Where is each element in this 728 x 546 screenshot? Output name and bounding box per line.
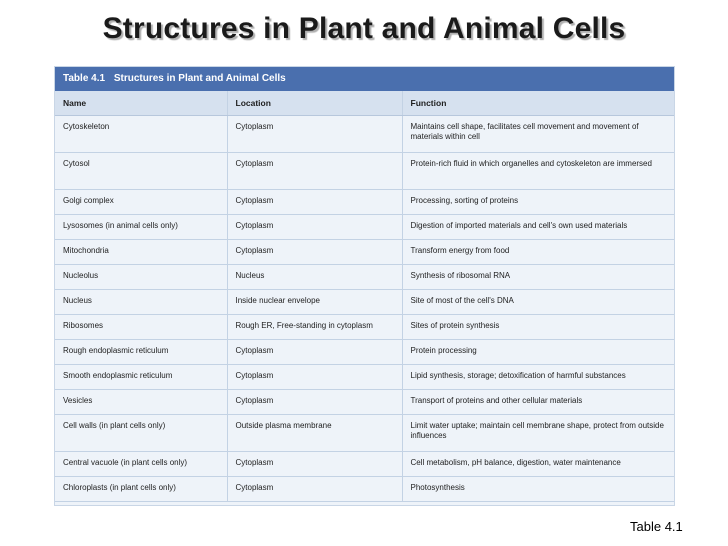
cell-function: Protein processing [402,340,674,365]
cell-function: Protein-rich fluid in which organelles and cytoskeleton are immersed [402,153,674,190]
cell-name: Cell walls (in plant cells only) [55,415,227,452]
cell-function: Site of most of the cell's DNA [402,290,674,315]
table-row [55,153,674,190]
header-location: Location [227,91,402,116]
cell-location: Cytoplasm [227,153,402,190]
cell-function: Photosynthesis [402,477,674,502]
table-header-row [55,91,674,116]
cell-function: Maintains cell shape, facilitates cell movement and movement of materials within cell [402,116,674,153]
table-row [55,240,674,265]
cell-function: Cell metabolism, pH balance, digestion, water maintenance [402,452,674,477]
slide-title: Structures in Plant and Animal Cells [102,12,626,45]
cell-location: Cytoplasm [227,390,402,415]
cell-location: Inside nuclear envelope [227,290,402,315]
cell-name: Mitochondria [55,240,227,265]
cell-function: Sites of protein synthesis [402,315,674,340]
cell-name: Smooth endoplasmic reticulum [55,365,227,390]
table-row [55,190,674,215]
table-row [55,365,674,390]
table-row [55,477,674,502]
cell-location: Outside plasma membrane [227,415,402,452]
table-row [55,290,674,315]
cell-name: Lysosomes (in animal cells only) [55,215,227,240]
cell-name: Ribosomes [55,315,227,340]
cell-location: Cytoplasm [227,240,402,265]
cell-location: Rough ER, Free-standing in cytoplasm [227,315,402,340]
cell-function: Transport of proteins and other cellular materials [402,390,674,415]
table-reference-label: Table 4.1 [630,519,683,534]
cell-location: Cytoplasm [227,190,402,215]
cell-location: Nucleus [227,265,402,290]
cell-name: Vesicles [55,390,227,415]
cell-function: Digestion of imported materials and cell's own used materials [402,215,674,240]
cell-location: Cytoplasm [227,452,402,477]
structures-table [55,91,674,502]
cell-name: Cytosol [55,153,227,190]
table-row [55,452,674,477]
cell-location: Cytoplasm [227,215,402,240]
cell-function: Processing, sorting of proteins [402,190,674,215]
table-row [55,215,674,240]
table-row [55,265,674,290]
header-function: Function [402,91,674,116]
cell-location: Cytoplasm [227,340,402,365]
table-caption-number: Table 4.1 [63,73,106,84]
cell-function: Limit water uptake; maintain cell membrane shape, protect from outside influences [402,415,674,452]
cell-location: Cytoplasm [227,477,402,502]
cell-name: Rough endoplasmic reticulum [55,340,227,365]
table-caption-title: Structures in Plant and Animal Cells [113,73,286,84]
cell-name: Chloroplasts (in plant cells only) [55,477,227,502]
cell-location: Cytoplasm [227,116,402,153]
cell-function: Lipid synthesis, storage; detoxification of harmful substances [402,365,674,390]
header-name: Name [55,91,227,116]
cell-name: Golgi complex [55,190,227,215]
cell-name: Central vacuole (in plant cells only) [55,452,227,477]
table-row [55,315,674,340]
cell-function: Synthesis of ribosomal RNA [402,265,674,290]
table-row [55,340,674,365]
table-row [55,390,674,415]
organelle-table [54,66,675,506]
cell-name: Cytoskeleton [55,116,227,153]
table-row [55,415,674,452]
cell-name: Nucleolus [55,265,227,290]
cell-location: Cytoplasm [227,365,402,390]
cell-function: Transform energy from food [402,240,674,265]
table-caption [55,67,674,91]
table-row [55,116,674,153]
cell-name: Nucleus [55,290,227,315]
